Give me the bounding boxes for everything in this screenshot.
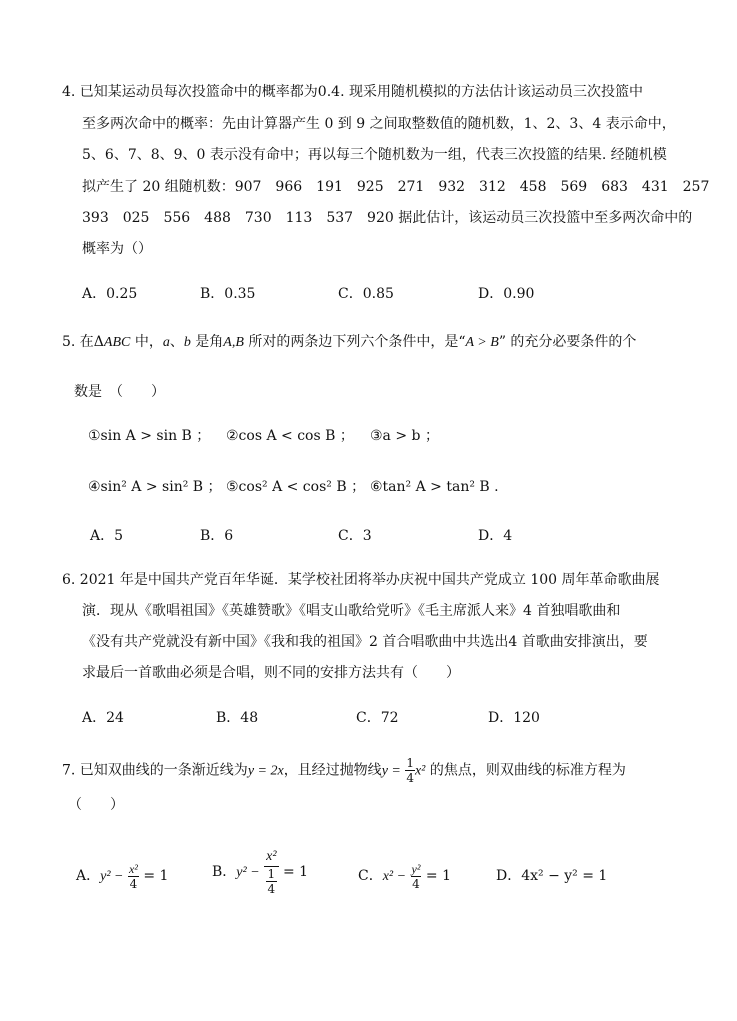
- q4-line-5: 393 025 556 488 730 113 537 920 据此估计，该运动员三次投篮中至多两次命中的: [82, 210, 693, 226]
- q4-option-a[interactable]: A．0.25: [82, 286, 138, 302]
- q7-option-d[interactable]: D．4x² − y² = 1: [496, 868, 608, 884]
- q4-line-4: 拟产生了 20 组随机数：907 966 191 925 271 932 312 458 569 683 431 257: [82, 179, 710, 195]
- q5-line-1: 5. 在ΔABC 中，a、b 是角A,B 所对的两条边下列六个条件中，是“A > B” 的充分必要条件的个: [62, 334, 637, 350]
- q5-line-2: 数是 （ ）: [74, 384, 165, 400]
- q4-line-1: 4. 已知某运动员每次投篮命中的概率都为0.4. 现采用随机模拟的方法估计该运动员三次投篮中: [62, 84, 643, 100]
- q5-option-a[interactable]: A．5: [90, 528, 124, 544]
- q7-option-a[interactable]: A．y² − $\frac{\text{x²}}{4}$ = 1: [76, 861, 169, 891]
- q4-line-3: 5、6、7、8、9、0 表示没有命中；再以每三个随机数为一组，代表三次投篮的结果. 经随机模: [82, 147, 667, 163]
- q4-line-2: 至多两次命中的概率：先由计算器产生 0 到 9 之间取整数值的随机数，1、2、3、4 表示命中，: [82, 116, 676, 132]
- q4-line-6: 概率为（）: [82, 241, 152, 257]
- q4-option-d[interactable]: D．0.90: [478, 286, 535, 302]
- q5-condition-5: ⑤cos² A < cos² B ；: [226, 479, 366, 495]
- q6-line-1: 6. 2021 年是中国共产党百年华诞．某学校社团将举办庆祝中国共产党成立 100 周年革命歌曲展: [62, 572, 660, 588]
- q4-option-b[interactable]: B．0.35: [200, 286, 256, 302]
- q5-option-c[interactable]: C．3: [338, 528, 372, 544]
- q6-option-a[interactable]: A．24: [82, 710, 124, 726]
- q5-option-d[interactable]: D．4: [478, 528, 513, 544]
- q6-option-b[interactable]: B．48: [216, 710, 259, 726]
- q6-line-4: 求最后一首歌曲必须是合唱，则不同的安排方法共有（ ）: [82, 665, 460, 681]
- q6-option-c[interactable]: C．72: [356, 710, 399, 726]
- q5-option-b[interactable]: B．6: [200, 528, 234, 544]
- q7-line-1: 7. 已知双曲线的一条渐近线为y = 2x，且经过抛物线y = $\frac{1}{4}$ x² 的焦点，则双曲线的标准方程为: [62, 756, 626, 785]
- q6-line-2: 演．现从《歌唱祖国》《英雄赞歌》《唱支山歌给党听》《毛主席派人来》4 首独唱歌曲和: [82, 603, 621, 619]
- q4-option-c[interactable]: C．0.85: [338, 286, 394, 302]
- q7-line-2: （ ）: [68, 797, 124, 813]
- q6-option-d[interactable]: D．120: [488, 710, 540, 726]
- q7-fraction: $\frac{1}{4}$: [406, 756, 414, 785]
- q5-condition-4: ④sin² A > sin² B ；: [88, 479, 222, 495]
- q7-option-b[interactable]: B．y² − $\frac{\text{x²}}{\frac{1}{4}}$ = 1: [212, 849, 309, 896]
- q7-option-c[interactable]: C．x² − $\frac{\text{y²}}{4}$ = 1: [358, 861, 452, 891]
- q5-condition-2: ②cos A < cos B ；: [226, 428, 354, 444]
- q5-condition-1: ①sin A > sin B ；: [88, 428, 211, 444]
- q6-line-3: 《没有共产党就没有新中国》《我和我的祖国》2 首合唱歌曲中共选出4 首歌曲安排演出，要: [82, 634, 648, 650]
- q5-condition-3: ③a > b ；: [370, 428, 439, 444]
- q5-condition-6: ⑥tan² A > tan² B .: [370, 479, 499, 495]
